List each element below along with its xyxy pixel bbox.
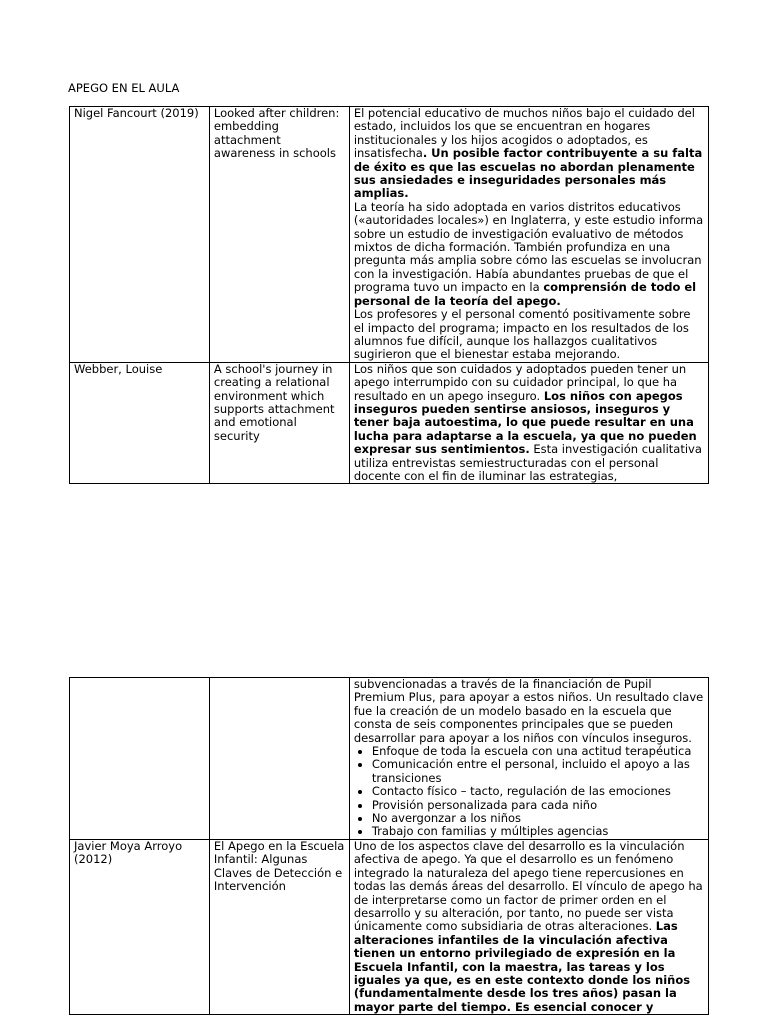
table-row [70, 107, 709, 363]
author-text: Nigel Fancourt (2019) [74, 106, 199, 120]
author-cell [70, 362, 210, 484]
list-item: • Trabajo con familias y múltiples agencias [372, 825, 704, 838]
work-title-cell [209, 678, 349, 840]
summary-sentence: Los niños que son cuidados y adoptados pueden tener un apego interrumpido con su cuidador principal, lo que ha resultado en un apego inseguro. [353, 362, 687, 403]
summary-sentence: Los profesores y el personal comentó positivamente sobre el impacto del programa; impacto en los resultados de los alumnos fue difícil, aunque los hallazgos cualitativos sugirieron que el bienestar estaba mejorando. [353, 307, 691, 362]
summary-cell [349, 362, 708, 484]
work-title-text: El Apego en la Escuela Infantil: Algunas Claves de Detección e Intervención [213, 839, 345, 894]
summary-text [354, 840, 704, 1014]
summary-text [354, 107, 704, 362]
summary-highlight: . Un posible factor contribuyente a su falta de éxito es que las escuelas no abordan plenamente sus ansiedades e inseguridades personales más amplias. [353, 146, 703, 201]
summary-highlight: Los niños con apegos inseguros pueden sentirse ansiosos, inseguros y tener baja autoestima, lo que puede resultar en una lucha para adaptarse a la escuela, ya que no pueden expresar sus sentimientos. [353, 388, 697, 457]
work-title-text: Looked after children: embedding attachment awareness in schools [213, 106, 340, 161]
summary-sentence: Esta investigación cualitativa utiliza entrevistas semiestructuradas con el personal docente con el fin de iluminar las estrategias, [353, 442, 702, 483]
work-title-cell [209, 839, 349, 1014]
author-text: Javier Moya Arroyo (2012) [74, 839, 183, 867]
reference-table-page-2 [69, 677, 709, 1015]
summary-text [354, 363, 704, 484]
table-row [70, 678, 709, 840]
author-cell [70, 839, 210, 1014]
summary-highlight: comprensión de todo el personal de la teoría del apego. [353, 280, 697, 308]
summary-cell [349, 678, 708, 840]
component-list [354, 745, 704, 839]
summary-sentence: Uno de los aspectos clave del desarrollo es la vinculación afectiva de apego. Ya que el desarrollo es un fenómeno integrado la naturaleza del apego tiene repercusiones en todas las demás áreas del desarrollo. El vínculo de apego ha de interpretarse como un factor de primer orden en el desarrollo y su alteración, por tanto, no puede ser vista únicamente como subsidiaria de otras alteraciones. [353, 839, 703, 934]
list-item: • Contacto físico – tacto, regulación de las emociones [372, 785, 704, 798]
summary-sentence: La teoría ha sido adoptada en varios distritos educativos («autoridades locales») en Inglaterra, y este estudio informa sobre un estudio de investigación evaluativo de métodos mixtos de dicha formación. También profundiza en una pregunta más amplia sobre cómo las escuelas se involucran con la investigación. Había abundantes pruebas de que el programa tuvo un impacto en la [353, 199, 704, 295]
author-cell [70, 678, 210, 840]
list-item: • Comunicación entre el personal, incluido el apoyo a las transiciones [372, 758, 704, 785]
reference-table-page-1 [69, 106, 709, 484]
author-text: Webber, Louise [74, 362, 163, 376]
work-title-text: A school's journey in creating a relational environment which supports attachment and emotional security [213, 362, 335, 443]
work-title-cell [209, 362, 349, 484]
summary-sentence: subvencionadas a través de la financiación de Pupil Premium Plus, para apoyar a estos niños. Un resultado clave fue la creación de un modelo basado en la escuela que consta de seis componentes principales que se pueden desarrollar para apoyar a los niños con vínculos inseguros. [353, 678, 704, 745]
work-title-cell [209, 107, 349, 363]
summary-sentence: El potencial educativo de muchos niños bajo el cuidado del estado, incluidos los que se encuentran en hogares institucionales y los hijos acogidos o adoptados, es insatisfecha [353, 107, 695, 161]
table-row [70, 839, 709, 1014]
table-row [70, 362, 709, 484]
list-item: • Enfoque de toda la escuela con una actitud terapéutica [372, 745, 704, 758]
summary-cell [349, 839, 708, 1014]
list-item: • No avergonzar a los niños [372, 812, 704, 825]
summary-cell [349, 107, 708, 363]
summary-text [354, 678, 704, 839]
author-cell [70, 107, 210, 363]
document-title: APEGO EN EL AULA [68, 81, 180, 95]
list-item: • Provisión personalizada para cada niño [372, 799, 704, 812]
summary-highlight: Las alteraciones infantiles de la vinculación afectiva tienen un entorno privilegiado de expresión en la Escuela Infantil, con la maestra, las tareas y los iguales ya que, es en este contexto donde los niños (fundamentalmente desde los tres años) pasan la mayor parte del tiempo. Es esencial conocer y [353, 919, 691, 1014]
